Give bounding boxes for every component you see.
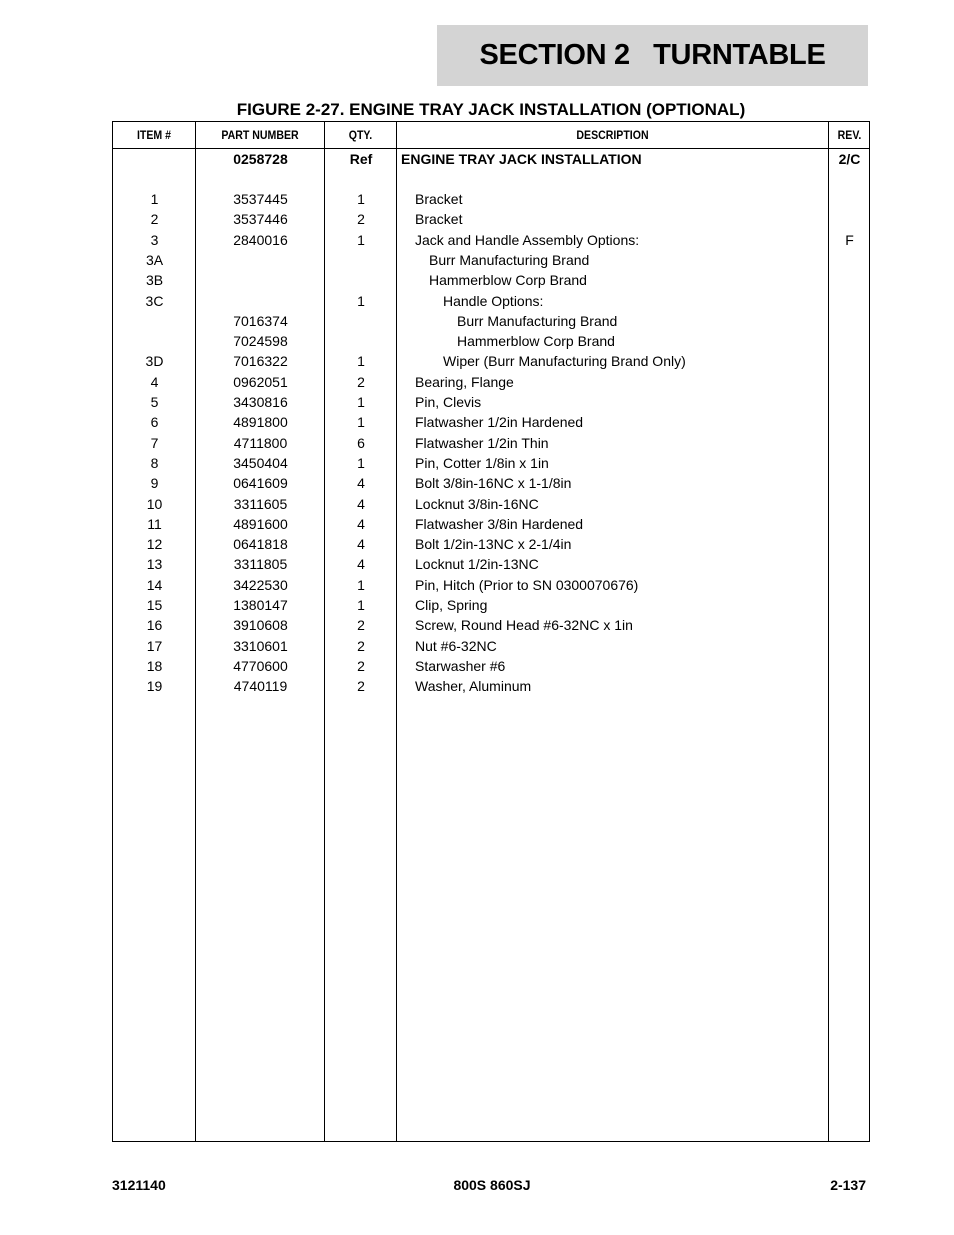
table-row xyxy=(113,209,869,229)
part-number: 3311605 xyxy=(233,495,288,512)
item-number: 3D xyxy=(145,353,164,370)
item-number: 5 xyxy=(150,394,159,410)
description: Hammerblow Corp Brand xyxy=(457,333,615,350)
part-number: 0258728 xyxy=(233,151,288,167)
part-number: 4891800 xyxy=(233,414,288,431)
item-number: 11 xyxy=(147,515,162,532)
part-number: 0962051 xyxy=(233,373,288,390)
quantity: 1 xyxy=(357,454,365,471)
description: Flatwasher 3/8in Hardened xyxy=(415,515,584,532)
item-number: 17 xyxy=(146,637,163,654)
quantity: 2 xyxy=(357,678,365,695)
part-number: 4740119 xyxy=(233,678,288,695)
description: Locknut 1/2in-13NC xyxy=(415,556,539,573)
table-row xyxy=(113,351,869,371)
table-row xyxy=(113,453,869,473)
quantity: 2 xyxy=(357,373,365,390)
figure-title: FIGURE 2-27. ENGINE TRAY JACK INSTALLATION (OPTIONAL) xyxy=(236,100,746,119)
footer-page-number: 2-137 xyxy=(830,1177,866,1193)
quantity: 1 xyxy=(357,231,365,248)
part-number: 2840016 xyxy=(233,231,288,248)
footer-model: 800S 860SJ xyxy=(453,1177,531,1193)
table-row xyxy=(113,676,869,696)
part-number: 4891600 xyxy=(233,515,288,532)
item-number: 19 xyxy=(146,678,163,695)
quantity: 4 xyxy=(357,556,365,573)
quantity: 1 xyxy=(357,597,365,613)
table-row xyxy=(113,473,869,493)
item-number: 10 xyxy=(146,495,163,512)
quantity: Ref xyxy=(349,151,373,167)
part-number: 1380147 xyxy=(233,597,288,613)
description: Hammerblow Corp Brand xyxy=(429,272,587,289)
item-number: 4 xyxy=(150,373,159,390)
item-number: 3 xyxy=(150,231,159,248)
quantity: 2 xyxy=(357,211,365,228)
quantity: 1 xyxy=(357,292,365,309)
item-number: 2 xyxy=(150,211,159,228)
item-number: 14 xyxy=(146,576,163,593)
item-number: 13 xyxy=(146,556,163,573)
table-row xyxy=(113,189,869,209)
table-row xyxy=(113,230,869,250)
quantity: 1 xyxy=(357,576,365,593)
part-number: 0641818 xyxy=(233,536,288,553)
description: Pin, Cotter 1/8in x 1in xyxy=(415,454,549,471)
description: Bolt 1/2in-13NC x 2-1/4in xyxy=(415,536,572,553)
item-number: 3B xyxy=(145,272,164,289)
table-row xyxy=(113,149,869,169)
quantity: 1 xyxy=(357,394,365,410)
quantity: 6 xyxy=(357,434,365,451)
header-description: DESCRIPTION xyxy=(576,128,649,142)
part-number: 3311805 xyxy=(233,556,288,573)
item-number: 16 xyxy=(146,617,163,634)
part-number: 7016322 xyxy=(233,353,288,370)
quantity: 1 xyxy=(357,353,365,370)
part-number: 3430816 xyxy=(233,394,288,410)
item-number: 12 xyxy=(146,536,163,553)
description: Bracket xyxy=(415,191,463,207)
part-number: 3537446 xyxy=(233,211,288,228)
description: Flatwasher 1/2in Hardened xyxy=(415,414,584,431)
table-row xyxy=(113,615,869,635)
quantity: 4 xyxy=(357,515,365,532)
header-rev: REV. xyxy=(837,128,862,142)
table-row xyxy=(113,412,869,432)
table-row xyxy=(113,595,869,615)
quantity: 1 xyxy=(357,191,365,207)
table-row xyxy=(113,575,869,595)
description: Bearing, Flange xyxy=(415,373,514,390)
table-row xyxy=(113,392,869,412)
description: Washer, Aluminum xyxy=(415,678,532,695)
revision: 2/C xyxy=(838,151,861,167)
part-number: 4711800 xyxy=(233,434,288,451)
quantity: 2 xyxy=(357,617,365,634)
part-number: 3310601 xyxy=(233,637,288,654)
description: Wiper (Burr Manufacturing Brand Only) xyxy=(443,353,686,370)
part-number: 7024598 xyxy=(233,333,288,350)
table-row xyxy=(113,331,869,351)
description: Locknut 3/8in-16NC xyxy=(415,495,539,512)
header-part-number: PART NUMBER xyxy=(221,128,299,142)
part-number: 3910608 xyxy=(233,617,288,634)
part-number: 3422530 xyxy=(233,576,288,593)
description: Screw, Round Head #6-32NC x 1in xyxy=(415,617,633,634)
quantity: 4 xyxy=(357,536,365,553)
description: Pin, Hitch (Prior to SN 0300070676) xyxy=(415,576,639,593)
table-row xyxy=(113,372,869,392)
part-number: 7016374 xyxy=(233,312,288,329)
quantity: 4 xyxy=(357,495,365,512)
description: Pin, Clevis xyxy=(415,394,482,410)
description: Bolt 3/8in-16NC x 1-1/8in xyxy=(415,475,572,492)
description: Burr Manufacturing Brand xyxy=(457,312,618,329)
part-number: 3450404 xyxy=(233,454,288,471)
part-number: 0641609 xyxy=(233,475,288,492)
item-number: 6 xyxy=(150,414,159,431)
table-row xyxy=(113,433,869,453)
part-number: 4770600 xyxy=(233,657,288,674)
description: ENGINE TRAY JACK INSTALLATION xyxy=(401,151,642,167)
quantity: 2 xyxy=(357,637,365,654)
description: Bracket xyxy=(415,211,463,228)
table-row xyxy=(113,554,869,574)
table-row xyxy=(113,250,869,270)
item-number: 3A xyxy=(145,251,164,268)
quantity: 4 xyxy=(357,475,365,492)
table-header xyxy=(113,122,869,149)
quantity: 1 xyxy=(357,414,365,431)
table-row xyxy=(113,636,869,656)
table-row xyxy=(113,514,869,534)
description: Starwasher #6 xyxy=(415,657,506,674)
item-number: 7 xyxy=(150,434,159,451)
item-number: 15 xyxy=(146,597,163,613)
table-row xyxy=(113,534,869,554)
description: Handle Options: xyxy=(443,292,544,309)
table-row xyxy=(113,311,869,331)
item-number: 18 xyxy=(146,657,163,674)
table-row xyxy=(113,494,869,514)
header-qty: QTY. xyxy=(348,128,373,142)
item-number: 1 xyxy=(150,191,159,207)
item-number: 3C xyxy=(145,292,164,309)
parts-table xyxy=(112,121,870,1142)
section-title: SECTION 2 TURNTABLE xyxy=(479,39,826,71)
description: Clip, Spring xyxy=(415,597,488,613)
item-number: 9 xyxy=(150,475,159,492)
table-row xyxy=(113,291,869,311)
description: Jack and Handle Assembly Options: xyxy=(415,231,640,248)
part-number: 3537445 xyxy=(233,191,288,207)
table-row xyxy=(113,656,869,676)
description: Flatwasher 1/2in Thin xyxy=(415,434,549,451)
description: Burr Manufacturing Brand xyxy=(429,251,590,268)
footer-doc-number: 3121140 xyxy=(112,1177,166,1193)
description: Nut #6-32NC xyxy=(415,637,497,654)
header-item: ITEM # xyxy=(136,128,172,142)
item-number: 8 xyxy=(150,454,159,471)
section-banner xyxy=(437,25,868,86)
revision: F xyxy=(845,231,854,248)
table-row xyxy=(113,270,869,290)
quantity: 2 xyxy=(357,657,365,674)
